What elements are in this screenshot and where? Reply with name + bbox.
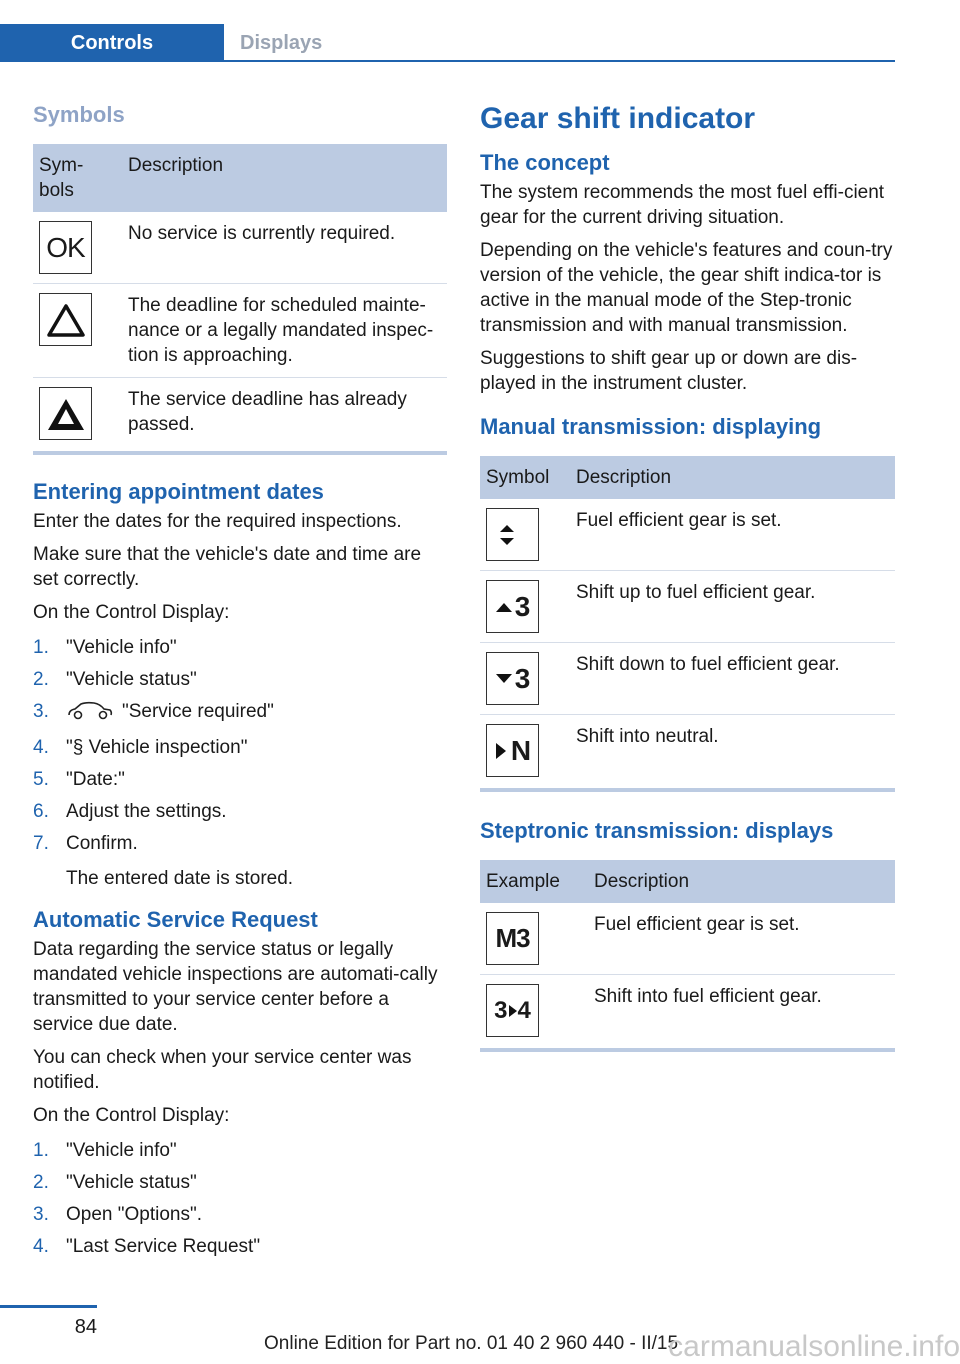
table-header-row [480, 456, 895, 499]
manual-heading: Manual transmission: displaying [480, 414, 822, 439]
table-end-rule [480, 1048, 895, 1052]
edition-footer: Online Edition for Part no. 01 40 2 960 440 - II/15 [264, 1333, 679, 1354]
step-result: The entered date is stored. [66, 868, 294, 889]
list-item [33, 831, 447, 856]
paragraph: Suggestions to shift gear up or down are dis-played in the instrument cluster. [480, 348, 858, 394]
step-number: 3. [33, 701, 49, 722]
page-number-rule [0, 1305, 97, 1308]
left-column [33, 100, 447, 1271]
gear-to: 4 [517, 997, 531, 1024]
table-row [480, 903, 895, 975]
list-item [33, 1234, 447, 1259]
watermark: carmanualsonline.info [668, 1330, 960, 1363]
list-item [33, 699, 447, 728]
table-end-rule [480, 788, 895, 792]
table-cell [480, 903, 588, 975]
step-text: Adjust the settings. [66, 801, 227, 822]
table-cell [480, 715, 570, 787]
table-row [33, 284, 447, 378]
table-cell: Shift into fuel efficient gear. [594, 986, 822, 1007]
table-row [480, 643, 895, 715]
gear-updown-icon [486, 508, 539, 561]
step-number: 2. [33, 1172, 49, 1193]
table-header-cell: Symbol [480, 456, 570, 499]
table-cell: Shift into neutral. [576, 726, 719, 747]
step-text: "Vehicle status" [66, 1172, 197, 1193]
table-row [480, 715, 895, 787]
paragraph: On the Control Display: [33, 1105, 230, 1126]
table-cell [480, 975, 588, 1047]
warning-triangle-icon [39, 293, 92, 346]
table-header-cell: Description [570, 456, 895, 499]
entering-steps [33, 635, 447, 856]
table-cell: Fuel efficient gear is set. [588, 903, 895, 975]
shift-neutral-icon [486, 724, 539, 777]
list-item [33, 1170, 447, 1195]
table-cell: The deadline for scheduled mainte-nance or a legally mandated inspec-tion is approaching. [122, 284, 447, 378]
steptronic-heading: Steptronic transmission: displays [480, 818, 834, 843]
asr-steps [33, 1138, 447, 1259]
tab-displays[interactable]: Displays [240, 31, 323, 54]
table-cell: Shift down to fuel efficient gear. [570, 643, 895, 715]
list-item [33, 667, 447, 692]
step-text: "Vehicle status" [66, 669, 197, 690]
paragraph: The system recommends the most fuel effi-cient gear for the current driving situation. [480, 182, 885, 228]
paragraph: Enter the dates for the required inspections. [33, 511, 402, 532]
car-icon [66, 699, 116, 728]
step-number: 5. [33, 769, 49, 790]
paragraph: On the Control Display: [33, 602, 230, 623]
step-text: Open "Options". [66, 1204, 203, 1225]
table-row [480, 975, 895, 1047]
shift-down-icon [486, 652, 539, 705]
step-text: "Service required" [122, 701, 274, 722]
table-row [33, 378, 447, 450]
step-text: "Date:" [66, 769, 125, 790]
list-item [33, 735, 447, 760]
header-bar [0, 0, 895, 62]
step-number: 4. [33, 1236, 49, 1257]
table-cell [33, 284, 122, 378]
table-end-rule [33, 451, 447, 455]
step-text: "§ Vehicle inspection" [66, 737, 248, 758]
step-number: 1. [33, 637, 49, 658]
step-number: 7. [33, 833, 49, 854]
list-item [33, 767, 447, 792]
step-text: "Last Service Request" [66, 1236, 261, 1257]
page-title: Gear shift indicator [480, 102, 756, 135]
table-cell [480, 499, 570, 571]
step-text: "Vehicle info" [66, 637, 177, 658]
page-number: 84 [74, 1316, 97, 1338]
list-item [33, 1138, 447, 1163]
table-header-row [33, 144, 447, 212]
paragraph: Make sure that the vehicle's date and time are set correctly. [33, 544, 422, 590]
table-cell [33, 212, 122, 284]
table-header-cell: Description [588, 860, 895, 903]
entering-heading: Entering appointment dates [33, 479, 324, 504]
list-item [33, 799, 447, 824]
step-number: 1. [33, 1140, 49, 1161]
warning-triangle-filled-icon [39, 387, 92, 440]
table-row [480, 571, 895, 643]
symbols-heading: Symbols [33, 102, 125, 127]
asr-heading: Automatic Service Request [33, 907, 318, 932]
table-cell: Fuel efficient gear is set. [570, 499, 895, 571]
concept-heading: The concept [480, 150, 610, 175]
table-header-cell: Description [122, 144, 447, 212]
table-cell: The service deadline has already passed. [128, 389, 407, 435]
steptronic-table [480, 860, 895, 1046]
step-number: 6. [33, 801, 49, 822]
paragraph: Depending on the vehicle's features and coun-try version of the vehicle, the gear shift indica-tor is active in the manual mode of the Step-tronic transmission and with manual transmission. [480, 240, 893, 336]
ok-symbol-text: OK [46, 232, 85, 263]
tab-controls[interactable]: Controls [0, 24, 224, 62]
shift-3-to-4-icon [486, 984, 539, 1037]
gear-letter: N [510, 735, 532, 766]
gear-digit: 3 [514, 591, 531, 622]
table-header-cell: Example [480, 860, 588, 903]
header-rule [0, 60, 895, 62]
step-text: "Vehicle info" [66, 1140, 177, 1161]
gear-from: 3 [494, 997, 508, 1024]
table-header-cell: Sym-bols [33, 144, 122, 212]
table-cell [33, 378, 122, 450]
step-number: 3. [33, 1204, 49, 1225]
manual-transmission-table [480, 456, 895, 786]
step-text: Confirm. [66, 833, 138, 854]
table-row [33, 212, 447, 284]
list-item [33, 635, 447, 660]
ok-icon [39, 221, 92, 274]
paragraph: Data regarding the service status or legally mandated vehicle inspections are automati-cally transmitted to your service center before a service due date. [33, 939, 438, 1035]
table-row [480, 499, 895, 571]
paragraph: You can check when your service center was notified. [33, 1047, 412, 1093]
gear-digit: 3 [514, 663, 531, 694]
table-cell: Shift up to fuel efficient gear. [570, 571, 895, 643]
table-header-row [480, 860, 895, 903]
service-symbols-table [33, 144, 447, 449]
table-cell: No service is currently required. [122, 212, 447, 284]
m3-icon [486, 912, 539, 965]
table-cell [480, 643, 570, 715]
step-number: 2. [33, 669, 49, 690]
shift-up-icon [486, 580, 539, 633]
table-cell [480, 571, 570, 643]
step-number: 4. [33, 737, 49, 758]
m3-label: M3 [495, 923, 530, 953]
right-column [480, 100, 895, 1076]
list-item [33, 1202, 447, 1227]
